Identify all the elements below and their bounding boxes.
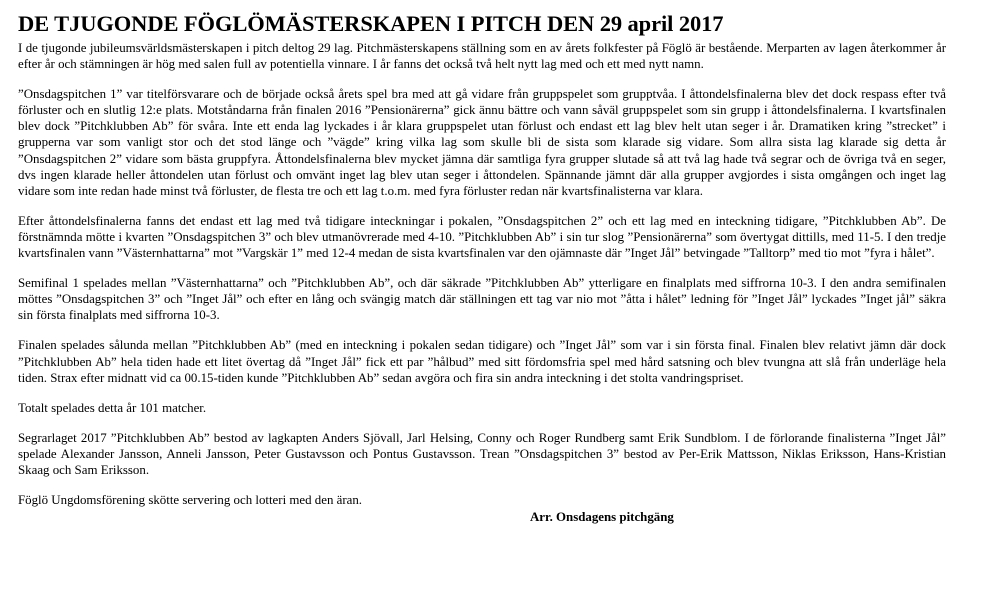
paragraph-intro: I de tjugonde jubileumsvärldsmästerskapen i pitch deltog 29 lag. Pitchmästerskapens ställning som en av årets folkfester på Föglö är bestående. Merparten av lagen återkommer år efter år och stämningen är hög med salen full av potentiella vinnare. I år fanns det också två helt nytt lag med och ett med nytt namn. (18, 41, 946, 72)
paragraph-semifinals: Semifinal 1 spelades mellan ”Västernhattarna” och ”Pitchklubben Ab”, och där säkrade ”Pitchklubben Ab” ytterligare en finalplats med siffrorna 10-3. I den andra semifinalen möttes ”Onsdagspitchen 3” och ”Inget Jål” och efter en lång och svängig match där ställningen ett tag var nio mot ”åtta i hålet” ledning för ”Inget Jål” lyckades ”Inget jål” säkra sin första finalplats med siffrorna 10-3. (18, 276, 946, 323)
paragraph-team-rosters: Segrarlaget 2017 ”Pitchklubben Ab” bestod av lagkapten Anders Sjövall, Jarl Helsing, Conny och Roger Rundberg samt Erik Sundblom. I de förlorande finalisterna ”Inget Jål” spelade Alexander Jansson, Anneli Jansson, Peter Gustavsson och Pontus Gustavsson. Trean ”Onsdagspitchen 3” bestod av Per-Erik Mattsson, Niklas Eriksson, Hans-Kristian Skaag och Sam Eriksson. (18, 430, 946, 477)
paragraph-group-stage: ”Onsdagspitchen 1” var titelförsvarare och de började också årets spel bra med att gå vidare från gruppspelet som grupptvåa. I åttondelsfinalerna blev det dock respass efter två förluster och en slutlig 12:e plats. Motståndarna från finalen 2016 ”Pensionärerna” gick ännu bättre och vann såväl gruppspelet som sin grupp i åttondelsfinalerna. I kvartsfinalen blev dock ”Pitchklubben Ab” för svåra. Inte ett enda lag lyckades i år klara gruppspelet utan förlust och endast ett lag blev helt utan seger i år. Dramatiken kring ”strecket” i grupperna var som vanligt stor och det stod länge och ”vägde” kring vilka lag som skulle bli de sista som klarade sig vidare. Som allra sista lag klarade sig detta år ”Onsdagspitchen 2” vidare som bästa gruppfyra. Åttondelsfinalerna blev mycket jämna där samtliga fyra grupper slutade så att två lag hade två segrar och de övriga två en seger, dvs ingen klarade heller åttondelen utan förlust och omvänt inget lag blev utan seger i åttondelen. Spännande jämnt där alla grupper avgjordes i sista omgången och inget lag vidare som inte redan hade minst två förluster, de flesta tre och ett lag t.o.m. med fyra förluster redan när kvartsfinalisterna var klara. (18, 87, 946, 198)
paragraph-final: Finalen spelades sålunda mellan ”Pitchklubben Ab” (med en inteckning i pokalen sedan tidigare) och ”Inget Jål” som var i sin första final. Finalen blev relativt jämn där dock ”Pitchklubben Ab” hela tiden hade ett litet övertag då ”Inget Jål” fick ett par ”hålbud” med sitt fördomsfria spel med hård satsning och blev tvungna att slå från underläge hela tiden. Strax efter midnatt vid ca 00.15-tiden kunde ”Pitchklubben Ab” sedan avgöra och fira sin andra inteckning i det stolta vandringspriset. (18, 338, 946, 385)
document-page (18, 10, 946, 525)
paragraph-quarterfinals: Efter åttondelsfinalerna fanns det endast ett lag med två tidigare inteckningar i pokalen, ”Onsdagspitchen 2” och ett lag med en inteckning tidigare, ”Pitchklubben Ab”. De förstnämnda mötte i kvarten ”Onsdagspitchen 3” och blev utmanövrerade med 4-10. ”Pitchklubben Ab” i sin tur slog ”Pensionärerna” som övertygat dittills, med 11-5. I den tredje kvartsfinalen vann ”Västernhattarna” mot ”Vargskär 1” med 12-4 medan de sista kvartsfinalen var den ojämnaste där ”Inget Jål” betvingade ”Talltorp” med tio mot ”fyra i hålet”. (18, 213, 946, 261)
signature: Arr. Onsdagens pitchgäng (530, 510, 674, 525)
paragraph-catering: Föglö Ungdomsförening skötte servering och lotteri med den äran. (18, 493, 363, 508)
document-title: DE TJUGONDE FÖGLÖMÄSTERSKAPEN I PITCH DEN 29 april 2017 (18, 11, 724, 36)
paragraph-match-total: Totalt spelades detta år 101 matcher. (18, 400, 207, 415)
